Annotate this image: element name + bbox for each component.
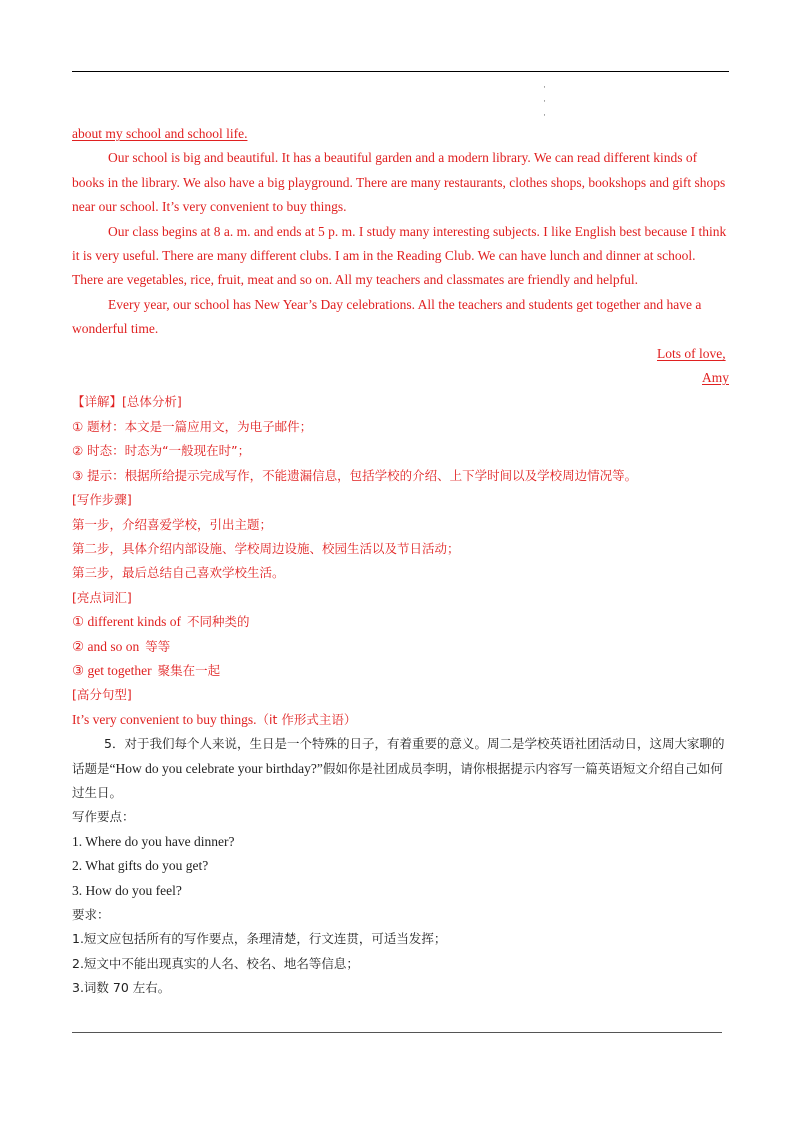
sentence-cn: （it 作形式主语） [256, 711, 357, 727]
analysis-item-3: ③ 提示：根据所给提示完成写作，不能遗漏信息，包括学校的介绍、上下学时间以及学校周边情况等。 [72, 467, 638, 483]
analysis-item-2: ② 时态：时态为“一般现在时”； [72, 443, 251, 459]
vocab-num: ① [72, 614, 85, 630]
header-rule [72, 71, 729, 72]
point-2: 2. What gifts do you get? [72, 858, 209, 874]
vocab-heading: [亮点词汇] [72, 589, 132, 605]
step-2: 第二步，具体介绍内部设施、学校周边设施、校园生活以及节日活动； [72, 540, 460, 556]
sentence-heading: [高分句型] [72, 687, 132, 703]
vocab-cn: 等等 [145, 638, 171, 654]
requirements-heading: 要求： [72, 907, 110, 922]
vocab-cn: 不同种类的 [186, 614, 250, 630]
essay-paragraph-3: Every year, our school has New Year’s Day celebrations. All the teachers and students get together and have a wonderful time. [72, 296, 702, 337]
vocab-en: different kinds of [87, 614, 181, 630]
essay-signature-line [72, 366, 729, 390]
analysis-heading-bracket: 【详解】 [72, 394, 123, 410]
analysis-heading [72, 390, 729, 414]
point-1: 1. Where do you have dinner? [72, 833, 235, 849]
step-1: 第一步，介绍喜爱学校，引出主题； [72, 516, 273, 532]
requirement-3: 3.词数 70 左右。 [72, 980, 171, 996]
step-3: 第三步，最后总结自己喜欢学校生活。 [72, 565, 285, 581]
question-prompt-en: “How do you celebrate your birthday?” [109, 760, 323, 776]
question-prompt-a: 对于我们每个人来说，生日是一个特殊的日子，有着重要的意义。周二是学校英语社团活动日，这周大家聊的话题是 [72, 736, 725, 776]
vocab-en: get together [87, 662, 152, 678]
question-number: 5． [104, 736, 125, 752]
vocab-num: ③ [72, 662, 85, 678]
footer-rule [72, 1032, 722, 1033]
vocab-item-3 [72, 659, 729, 683]
essay-opening-fragment: about my school and school life. [72, 126, 248, 141]
essay-closing-line [72, 342, 729, 366]
essay-closing: Lots of love, [657, 345, 726, 361]
point-3: 3. How do you feel? [72, 882, 182, 898]
requirement-2: 2.短文中不能出现真实的人名、校名、地名等信息； [72, 955, 359, 971]
question-prompt-b: 假如你是社团成员李明，请你根据提示内容写一篇英语短文介绍自己如何过生日。 [72, 760, 723, 800]
essay-paragraph-1: Our school is big and beautiful. It has a beautiful garden and a modern library. We can read different kinds of books in the library. We also have a big playground. There are many restaurants, clothes shops, bookshops and gift shops near our school. It’s very convenient to buy things. [72, 150, 726, 215]
question-prompt [72, 732, 729, 805]
sentence-en: It’s very convenient to buy things. [72, 711, 257, 727]
page-content [72, 122, 729, 1001]
points-heading: 写作要点： [72, 809, 135, 825]
sentence-line [72, 708, 729, 732]
vocab-cn: 聚集在一起 [157, 662, 221, 678]
essay-signature: Amy [702, 370, 729, 386]
vocab-item-2 [72, 635, 729, 659]
vocab-item-1 [72, 610, 729, 634]
vocab-en: and so on [87, 638, 140, 654]
margin-dots: · · · [543, 82, 546, 120]
steps-heading: [写作步骤] [72, 492, 132, 508]
requirement-1: 1.短文应包括所有的写作要点，条理清楚，行文连贯，可适当发挥； [72, 931, 447, 947]
vocab-num: ② [72, 638, 85, 654]
essay-paragraph-2: Our class begins at 8 a. m. and ends at 5 p. m. I study many interesting subjects. I like English best because I think it is very useful. There are many different clubs. I am in the Reading Club. We can have lunch and dinner at school. There are vegetables, rice, fruit, meat and so on. All my teachers and classmates are friendly and helpful. [72, 223, 727, 288]
analysis-heading-label: [总体分析] [122, 394, 182, 410]
analysis-item-1: ① 题材：本文是一篇应用文，为电子邮件； [72, 418, 313, 434]
